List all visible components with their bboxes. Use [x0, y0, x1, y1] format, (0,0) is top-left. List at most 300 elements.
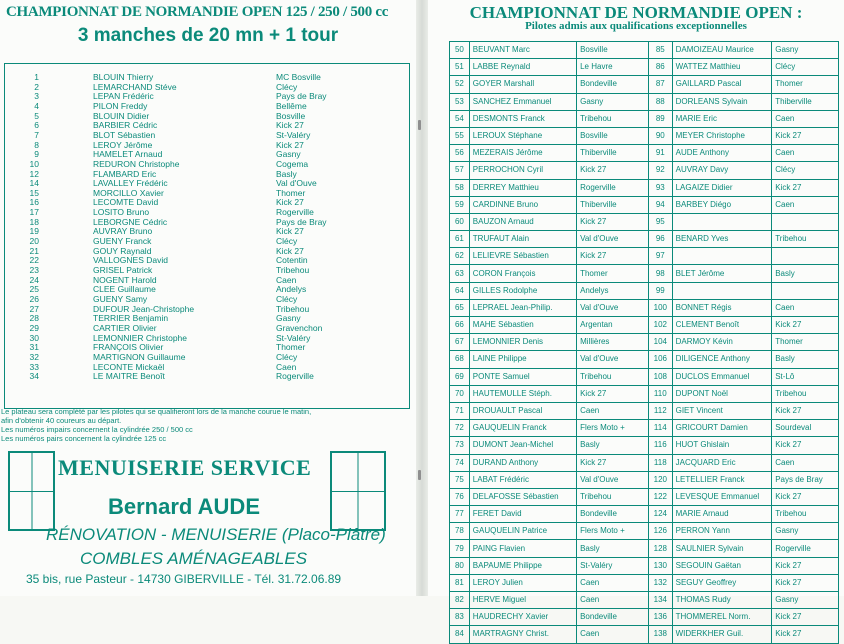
left-page-subtitle: 3 manches de 20 mn + 1 tour [77, 25, 339, 46]
rider-club: St-Valéry [276, 332, 311, 343]
rider-name: TERRIER Benjamin [93, 313, 169, 324]
rider-row [5, 82, 405, 92]
rider-club: Val d'Ouve [577, 471, 649, 488]
rider-club: Caen [276, 361, 297, 372]
rider-number: 15 [29, 187, 39, 198]
rider-number: 59 [450, 196, 470, 213]
rider-club: Basly [772, 265, 839, 282]
rider-number: 65 [450, 299, 470, 316]
rider-number: 81 [450, 574, 470, 591]
rider-club: Val d'Ouve [577, 231, 649, 248]
rider-number: 89 [649, 110, 673, 127]
rider-club: Clécy [276, 81, 298, 92]
rider-name [672, 213, 772, 230]
table-row [649, 59, 839, 76]
window-logo-icon [8, 451, 55, 531]
rider-name: LAVALLEY Frédéric [93, 178, 168, 189]
rider-number: 14 [29, 178, 39, 189]
table-row [450, 282, 649, 299]
rider-number: 63 [450, 265, 470, 282]
rider-number: 114 [649, 420, 673, 437]
rider-club: Caen [772, 110, 839, 127]
rider-number: 102 [649, 317, 673, 334]
rider-name: FLAMBARD Eric [93, 168, 157, 179]
rider-number: 32 [29, 351, 39, 362]
rider-name: GOUY Raynald [93, 245, 152, 256]
rider-name: DARMOY Kévin [672, 334, 772, 351]
rider-club: Bondeville [577, 76, 649, 93]
rider-number: 93 [649, 179, 673, 196]
rider-name: LEMONNIER Christophe [93, 332, 188, 343]
rider-number: 28 [29, 313, 39, 324]
table-row [450, 110, 649, 127]
table-row [649, 299, 839, 316]
rider-name: CORON François [469, 265, 576, 282]
rider-club: Caen [577, 574, 649, 591]
rider-number: 4 [34, 100, 39, 111]
table-row [649, 471, 839, 488]
binding-gutter [416, 0, 428, 596]
rider-name: TRUFAUT Alain [469, 231, 576, 248]
rider-number: 70 [450, 385, 470, 402]
table-row [450, 213, 649, 230]
note-line: Les numéros impairs concernent la cylindrée 250 / 500 cc [1, 425, 193, 434]
table-row [649, 540, 839, 557]
rider-number: 5 [34, 110, 39, 121]
rider-name: LEBORGNE Cédric [93, 216, 168, 227]
rider-name: BARBIER Cédric [93, 120, 158, 131]
rider-number: 86 [649, 59, 673, 76]
rider-name: HAUDRECHY Xavier [469, 609, 576, 626]
table-row [649, 93, 839, 110]
right-page-subtitle: Pilotes admis aux qualifications exceptionnelles [525, 20, 747, 32]
table-row [649, 506, 839, 523]
rider-number: 20 [29, 236, 39, 247]
rider-club: Caen [577, 402, 649, 419]
rider-row [5, 178, 405, 188]
rider-number: 3 [34, 91, 39, 102]
rider-row [5, 323, 405, 333]
rider-name: GUENY Franck [93, 236, 152, 247]
rider-club: Argentan [577, 317, 649, 334]
rider-club: Kick 27 [577, 162, 649, 179]
rider-club: Kick 27 [772, 179, 839, 196]
rider-club: Kick 27 [772, 127, 839, 144]
rider-club: Caen [772, 299, 839, 316]
rider-row [5, 217, 405, 227]
rider-row [5, 246, 405, 256]
rider-row [5, 362, 405, 372]
rider-number: 61 [450, 231, 470, 248]
rider-name: DESMONTS Franck [469, 110, 576, 127]
rider-number: 66 [450, 317, 470, 334]
table-row [450, 437, 649, 454]
rider-club: Clécy [276, 351, 298, 362]
rider-row [5, 255, 405, 265]
rider-number: 94 [649, 196, 673, 213]
rider-club: Thiberville [577, 196, 649, 213]
rider-name: LEROY Julien [469, 574, 576, 591]
rider-club: Kick 27 [276, 120, 304, 131]
rider-club: Gravenchon [276, 322, 323, 333]
rider-club: Caen [577, 592, 649, 609]
rider-row [5, 342, 405, 352]
rider-club: St-Valéry [276, 129, 311, 140]
rider-number: 8 [34, 139, 39, 150]
rider-row [5, 149, 405, 159]
table-row [450, 248, 649, 265]
rider-name: DORLEANS Sylvain [672, 93, 772, 110]
table-row [450, 351, 649, 368]
rider-name: DUCLOS Emmanuel [672, 368, 772, 385]
rider-number: 12 [29, 168, 39, 179]
table-row [649, 110, 839, 127]
rider-row [5, 304, 405, 314]
rider-club: Caen [772, 196, 839, 213]
rider-name: VALLOGNES David [93, 255, 168, 266]
rider-club: Basly [577, 437, 649, 454]
rider-number: 82 [450, 592, 470, 609]
rider-name: BENARD Yves [672, 231, 772, 248]
rider-club: Val d'Ouve [276, 178, 317, 189]
rider-club: Bellême [276, 100, 307, 111]
rider-row [5, 140, 405, 150]
rider-name: AUVRAY Bruno [93, 226, 153, 237]
rider-name: FRANÇOIS Olivier [93, 342, 164, 353]
rider-club: Basly [577, 540, 649, 557]
rider-number: 116 [649, 437, 673, 454]
rider-name: AUVRAY Davy [672, 162, 772, 179]
rider-name: LECONTE Mickaël [93, 361, 165, 372]
table-row [649, 523, 839, 540]
rider-name: GILLES Rodolphe [469, 282, 576, 299]
rider-number: 23 [29, 265, 39, 275]
rider-number: 2 [34, 81, 39, 92]
rider-name: REDURON Christophe [93, 158, 180, 169]
rider-club: Kick 27 [772, 626, 839, 643]
rider-club: Cogema [276, 158, 309, 169]
rider-club: Kick 27 [772, 437, 839, 454]
table-row [450, 145, 649, 162]
rider-club: MC Bosville [276, 72, 321, 82]
rider-number: 87 [649, 76, 673, 93]
table-row [450, 299, 649, 316]
rider-name: GOYER Marshall [469, 76, 576, 93]
rider-number: 128 [649, 540, 673, 557]
rider-row [5, 294, 405, 304]
table-row [450, 454, 649, 471]
rider-name: AUDE Anthony [672, 145, 772, 162]
rider-number: 90 [649, 127, 673, 144]
rider-name: GAILLARD Pascal [672, 76, 772, 93]
rider-name: LEVESQUE Emmanuel [672, 488, 772, 505]
table-row [649, 179, 839, 196]
rider-club: Clécy [276, 236, 298, 247]
rider-row [5, 159, 405, 169]
rider-number: 88 [649, 93, 673, 110]
rider-name: LETELLIER Franck [672, 471, 772, 488]
rider-name: LECOMTE David [93, 197, 159, 208]
rider-number: 136 [649, 609, 673, 626]
table-row [450, 523, 649, 540]
rider-name: HERVE Miguel [469, 592, 576, 609]
rider-club: Pays de Bray [276, 91, 327, 102]
rider-name: DAMOIZEAU Maurice [672, 42, 772, 59]
rider-number: 10 [29, 158, 39, 169]
rider-number: 9 [34, 149, 39, 160]
table-row [450, 609, 649, 626]
rider-number: 84 [450, 626, 470, 643]
rider-name: LEROY Jérôme [93, 139, 153, 150]
rider-club: Tribehou [276, 265, 310, 275]
table-row [450, 231, 649, 248]
rider-number: 62 [450, 248, 470, 265]
rider-name: DURAND Anthony [469, 454, 576, 471]
table-row [450, 488, 649, 505]
rider-number: 92 [649, 162, 673, 179]
table-row [649, 454, 839, 471]
rider-number: 118 [649, 454, 673, 471]
rider-name: MORCILLO Xavier [93, 187, 164, 198]
rider-club [772, 248, 839, 265]
table-row [450, 76, 649, 93]
rider-number: 52 [450, 76, 470, 93]
rider-name: MEYER Christophe [672, 127, 772, 144]
rider-number: 106 [649, 351, 673, 368]
rider-number: 138 [649, 626, 673, 643]
rider-club: Thomer [772, 76, 839, 93]
rider-club: Bondeville [577, 609, 649, 626]
rider-name: CLEMENT Benoît [672, 317, 772, 334]
table-row [450, 265, 649, 282]
rider-name: THOMMEREL Norm. [672, 609, 772, 626]
rider-club: Kick 27 [772, 574, 839, 591]
table-row [450, 506, 649, 523]
rider-row [5, 313, 405, 323]
table-row [450, 592, 649, 609]
rider-row [5, 265, 405, 275]
rider-name: FERET David [469, 506, 576, 523]
rider-number: 33 [29, 361, 39, 372]
table-row [649, 127, 839, 144]
rider-number: 21 [29, 245, 39, 256]
rider-name: LOSITO Bruno [93, 207, 150, 218]
rider-club: Bosville [577, 127, 649, 144]
table-row [649, 420, 839, 437]
rider-name: BAUZON Arnaud [469, 213, 576, 230]
rider-number: 64 [450, 282, 470, 299]
rider-name: BAPAUME Philippe [469, 557, 576, 574]
rider-row [5, 91, 405, 101]
rider-name: LEMONNIER Denis [469, 334, 576, 351]
rider-name: LAGAIZE Didier [672, 179, 772, 196]
left-page-title: CHAMPIONNAT DE NORMANDIE OPEN 125 / 250 / 500 cc [6, 4, 389, 20]
rider-number: 17 [29, 207, 39, 218]
rider-name: WIDERKHER Guil. [672, 626, 772, 643]
rider-name: DERREY Matthieu [469, 179, 576, 196]
rider-club: Gasny [276, 313, 301, 324]
rider-name: GRISEL Patrick [93, 265, 153, 275]
rider-name: LEPRAEL Jean-Philip. [469, 299, 576, 316]
rider-number: 56 [450, 145, 470, 162]
rider-number: 69 [450, 368, 470, 385]
rider-name: GUENY Samy [93, 293, 148, 304]
table-row [450, 626, 649, 643]
rider-name: LEMARCHAND Stéve [93, 81, 177, 92]
rider-number: 55 [450, 127, 470, 144]
rider-name: LEROUX Stéphane [469, 127, 576, 144]
rider-name: LAINE Philippe [469, 351, 576, 368]
rider-club: Flers Moto + [577, 523, 649, 540]
rider-row [5, 333, 405, 343]
rider-club: Kick 27 [772, 609, 839, 626]
rider-club: Bondeville [577, 506, 649, 523]
rider-name: BONNET Régis [672, 299, 772, 316]
rider-club: Andelys [276, 284, 307, 295]
rider-name: MAHE Sébastien [469, 317, 576, 334]
rider-number: 124 [649, 506, 673, 523]
rider-name: HAUTEMULLE Stéph. [469, 385, 576, 402]
table-row [649, 385, 839, 402]
note-line: afin d'obtenir 40 coureurs au départ. [1, 416, 122, 425]
rider-name: JACQUARD Eric [672, 454, 772, 471]
rider-name: DUMONT Jean-Michel [469, 437, 576, 454]
rider-number: 79 [450, 540, 470, 557]
rider-number: 71 [450, 402, 470, 419]
rider-name: MARIE Eric [672, 110, 772, 127]
rider-name: CLEE Guillaume [93, 284, 156, 295]
left-page [0, 0, 416, 596]
table-row [450, 317, 649, 334]
rider-name: BLOT Sébastien [93, 129, 156, 140]
rider-number: 100 [649, 299, 673, 316]
rider-name: MEZERAIS Jérôme [469, 145, 576, 162]
table-row [649, 368, 839, 385]
rider-club: Kick 27 [276, 245, 304, 256]
rider-name: HUOT Ghislain [672, 437, 772, 454]
rider-club: Tribehou [577, 488, 649, 505]
rider-club: Rogerville [276, 371, 314, 382]
table-row [450, 127, 649, 144]
rider-club: Thomer [276, 342, 306, 353]
table-row [450, 385, 649, 402]
rider-name: GAUQUELIN Patrice [469, 523, 576, 540]
rider-club: Sourdeval [772, 420, 839, 437]
rider-number: 29 [29, 322, 39, 333]
rider-number: 132 [649, 574, 673, 591]
rider-club: Rogerville [276, 207, 314, 218]
rider-row [5, 352, 405, 362]
rider-number: 31 [29, 342, 39, 353]
rider-club: Val d'Ouve [577, 299, 649, 316]
rider-club: Clécy [276, 293, 298, 304]
rider-name: BARBEY Diégo [672, 196, 772, 213]
rider-club: Kick 27 [577, 454, 649, 471]
rider-club: Caen [772, 145, 839, 162]
rider-club: Flers Moto + [577, 420, 649, 437]
rider-name: LABBE Reynald [469, 59, 576, 76]
table-row [450, 368, 649, 385]
rider-number: 58 [450, 179, 470, 196]
rider-row [5, 207, 405, 217]
advertisement [8, 451, 405, 590]
rider-club: Kick 27 [772, 488, 839, 505]
table-row [649, 265, 839, 282]
rider-name: BLOUIN Thierry [93, 72, 154, 82]
rider-row [5, 101, 405, 111]
rider-number: 34 [29, 371, 39, 382]
rider-number: 108 [649, 368, 673, 385]
rider-club: Bosville [577, 42, 649, 59]
rider-name: DUFOUR Jean-Christophe [93, 303, 195, 314]
rider-club: Rogerville [772, 540, 839, 557]
rider-number: 97 [649, 248, 673, 265]
table-row [649, 231, 839, 248]
rider-name: LE MAITRE Benoît [93, 371, 165, 382]
rider-club: Tribehou [276, 303, 310, 314]
rider-name: DROUAULT Pascal [469, 402, 576, 419]
rider-name [672, 248, 772, 265]
table-row [649, 282, 839, 299]
rider-number: 67 [450, 334, 470, 351]
table-row [649, 626, 839, 643]
right-page-title: CHAMPIONNAT DE NORMANDIE OPEN : [469, 3, 803, 22]
rider-club: Thiberville [772, 93, 839, 110]
rider-club: Tribehou [772, 231, 839, 248]
door-logo-icon [330, 451, 386, 531]
table-row [649, 557, 839, 574]
table-row [450, 179, 649, 196]
ad-services-2: COMBLES AMÉNAGEABLES [80, 549, 308, 568]
riders-table-left [449, 41, 649, 644]
rider-club: Thomer [577, 265, 649, 282]
ad-owner-name: Bernard AUDE [108, 494, 260, 519]
table-row [649, 145, 839, 162]
table-row [450, 334, 649, 351]
rider-number: 120 [649, 471, 673, 488]
table-row [649, 248, 839, 265]
rider-number: 50 [450, 42, 470, 59]
rider-club: Rogerville [577, 179, 649, 196]
rider-number: 130 [649, 557, 673, 574]
rider-club: Caen [772, 454, 839, 471]
table-row [649, 437, 839, 454]
table-row [649, 42, 839, 59]
rider-number: 72 [450, 420, 470, 437]
rider-club: Caen [276, 274, 297, 285]
rider-name: DELAFOSSE Sébastien [469, 488, 576, 505]
rider-row [5, 188, 405, 198]
table-row [649, 213, 839, 230]
rider-club: Clécy [772, 162, 839, 179]
rider-name: PONTE Samuel [469, 368, 576, 385]
table-row [450, 420, 649, 437]
rider-number: 99 [649, 282, 673, 299]
rider-club: Basly [772, 351, 839, 368]
rider-club: Thomer [772, 334, 839, 351]
table-row [450, 162, 649, 179]
rider-club: Tribehou [772, 385, 839, 402]
rider-name: PILON Freddy [93, 100, 148, 111]
right-page [428, 0, 844, 639]
rider-name: SEGUY Geoffrey [672, 574, 772, 591]
rider-club: Clécy [772, 59, 839, 76]
rider-name: SAULNIER Sylvain [672, 540, 772, 557]
rider-club: Thiberville [577, 145, 649, 162]
table-row [649, 196, 839, 213]
ad-services: RÉNOVATION - MENUISERIE (Placo-Plâtre) [46, 525, 386, 544]
rider-name: SEGOUIN Gaëtan [672, 557, 772, 574]
